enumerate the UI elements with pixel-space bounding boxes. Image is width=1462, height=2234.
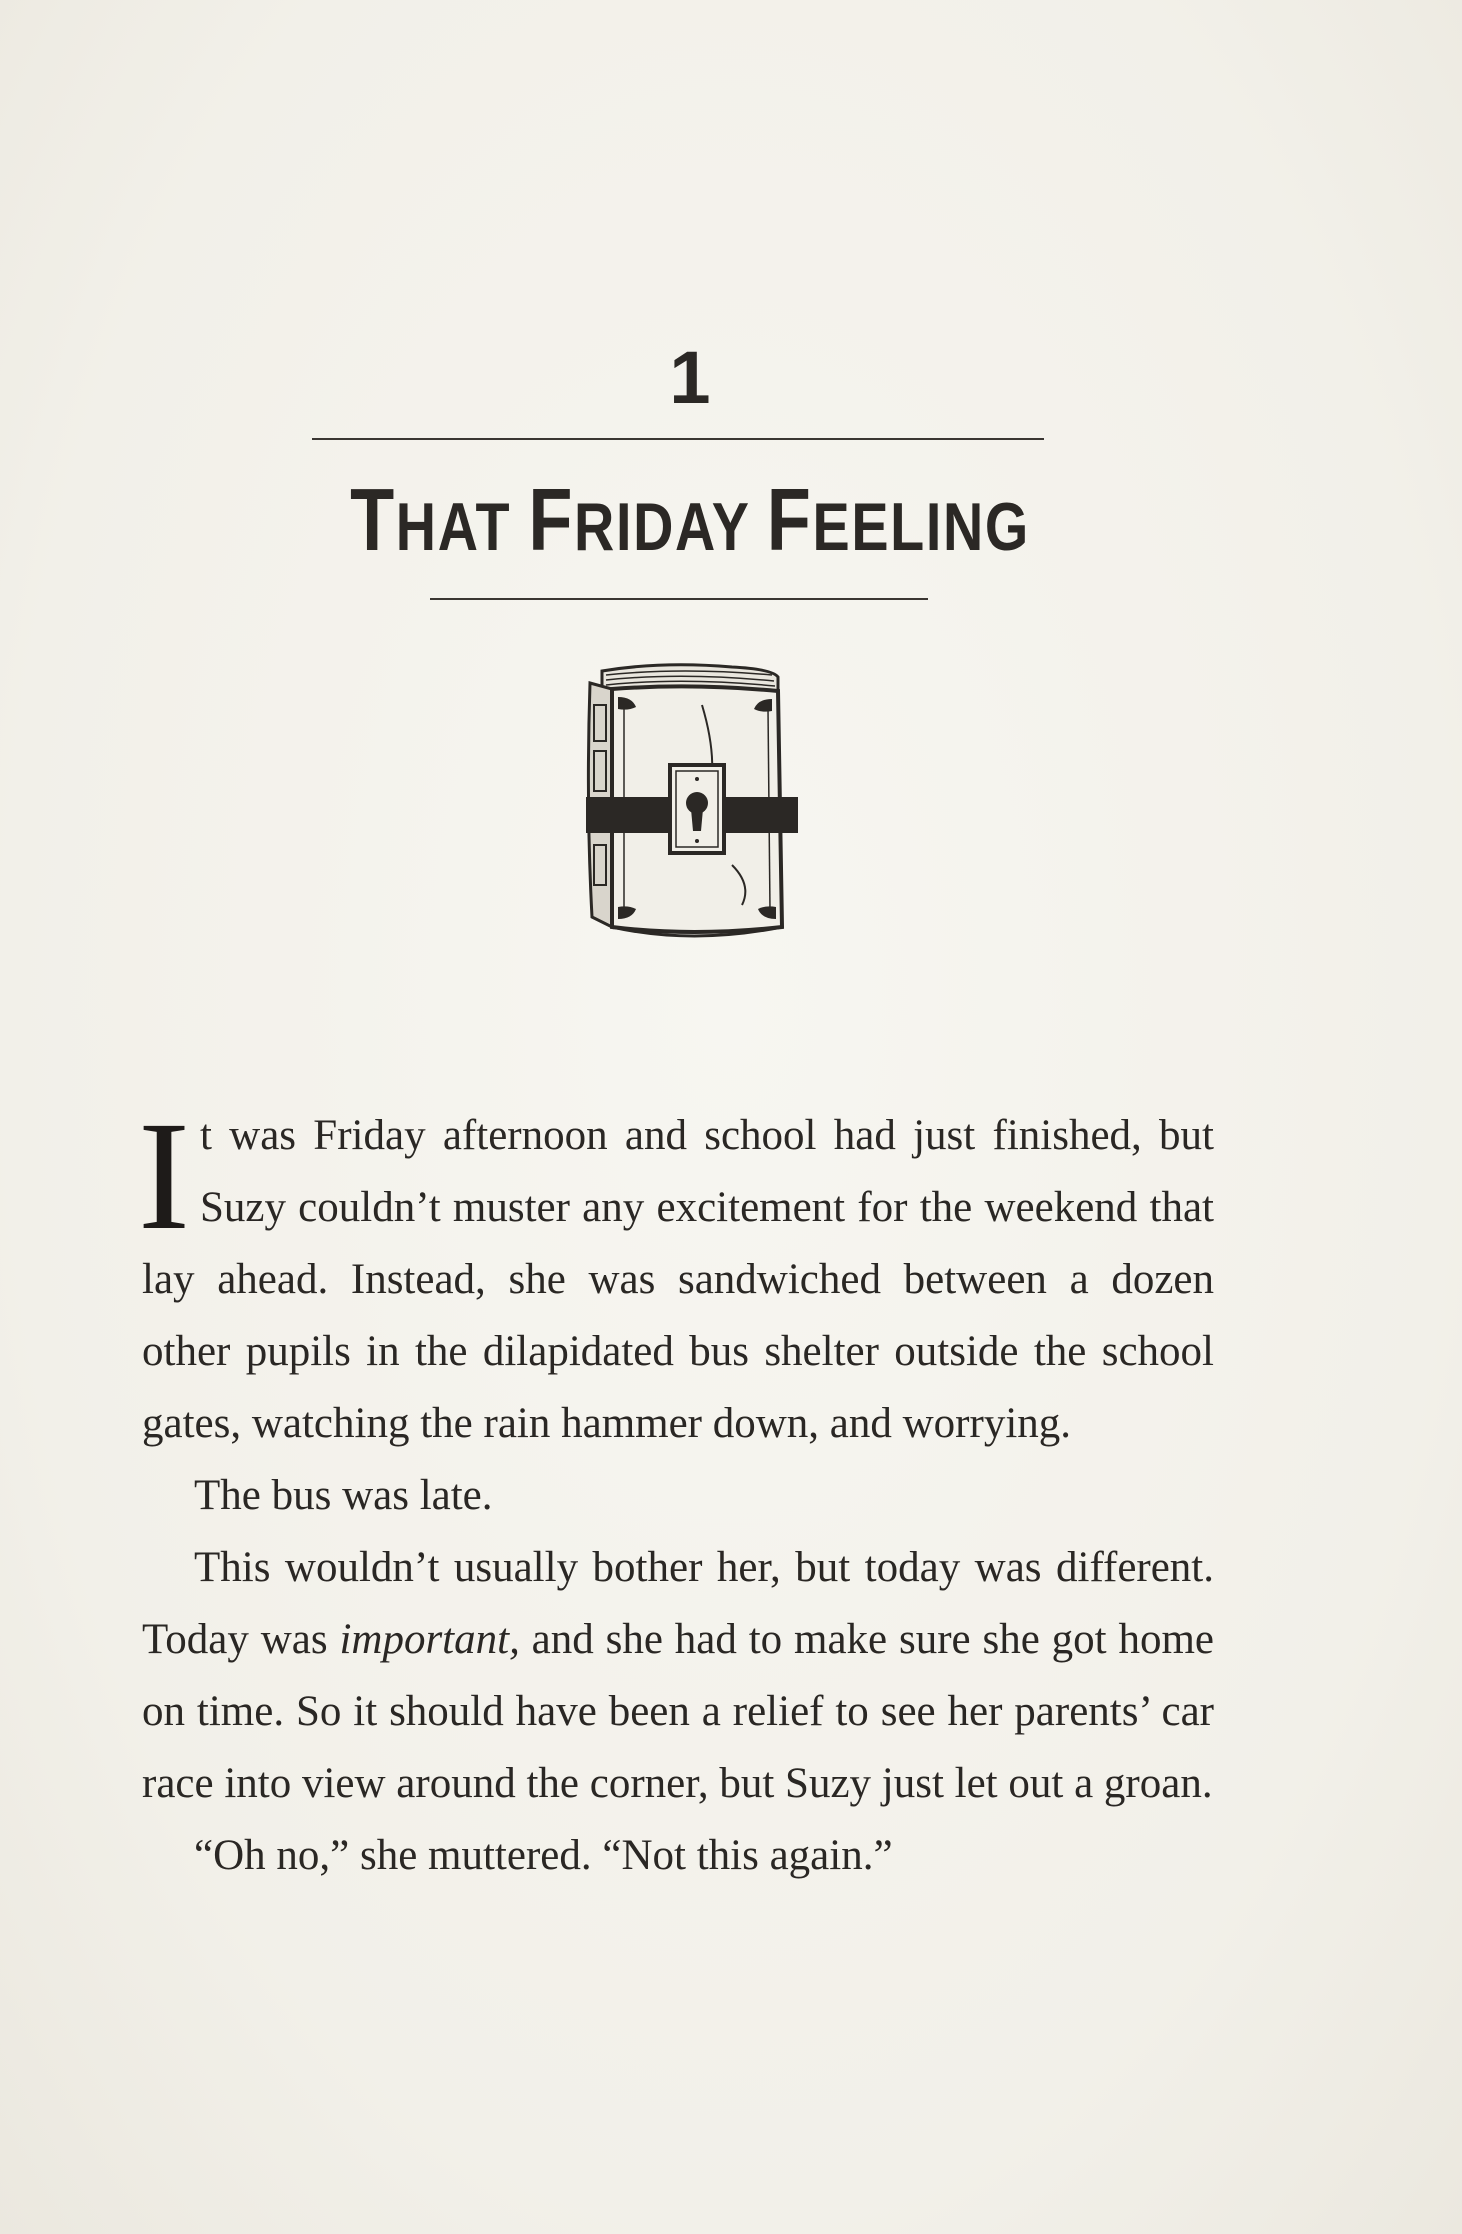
- paragraph-3: This wouldn’t usually bother her, but today was different. Today was important, and she had to make sure she got home on time. So it should have been a relief to see her parents’ car race into view around the corner, but Suzy just let out a groan.: [142, 1544, 1214, 1807]
- emphasis-important: important,: [339, 1616, 520, 1663]
- paragraph-4: “Oh no,” she muttered. “Not this again.”: [194, 1832, 893, 1879]
- chapter-body: [138, 1089, 1214, 1892]
- title-rule-top: [312, 438, 1044, 440]
- drop-cap: I: [138, 1089, 190, 1262]
- chapter-title: [124, 470, 1256, 569]
- title-rule-bottom: [430, 598, 928, 600]
- paragraph-2: The bus was late.: [194, 1472, 493, 1519]
- title-word-3: FEELING: [766, 470, 1030, 569]
- title-word-2: FRIDAY: [528, 470, 750, 569]
- title-word-1: THAT: [350, 470, 512, 569]
- chapter-number: 1: [669, 336, 711, 419]
- locked-book-icon: [582, 655, 802, 945]
- paragraph-1: It was Friday afternoon and school had just finished, but Suzy couldn’t muster any excitement for the weekend that lay ahead. Instead, she was sandwiched between a dozen other pupils in the dilapidated bus shelter outside the school gates, watching the rain hammer down, and worrying.: [138, 1089, 1214, 1447]
